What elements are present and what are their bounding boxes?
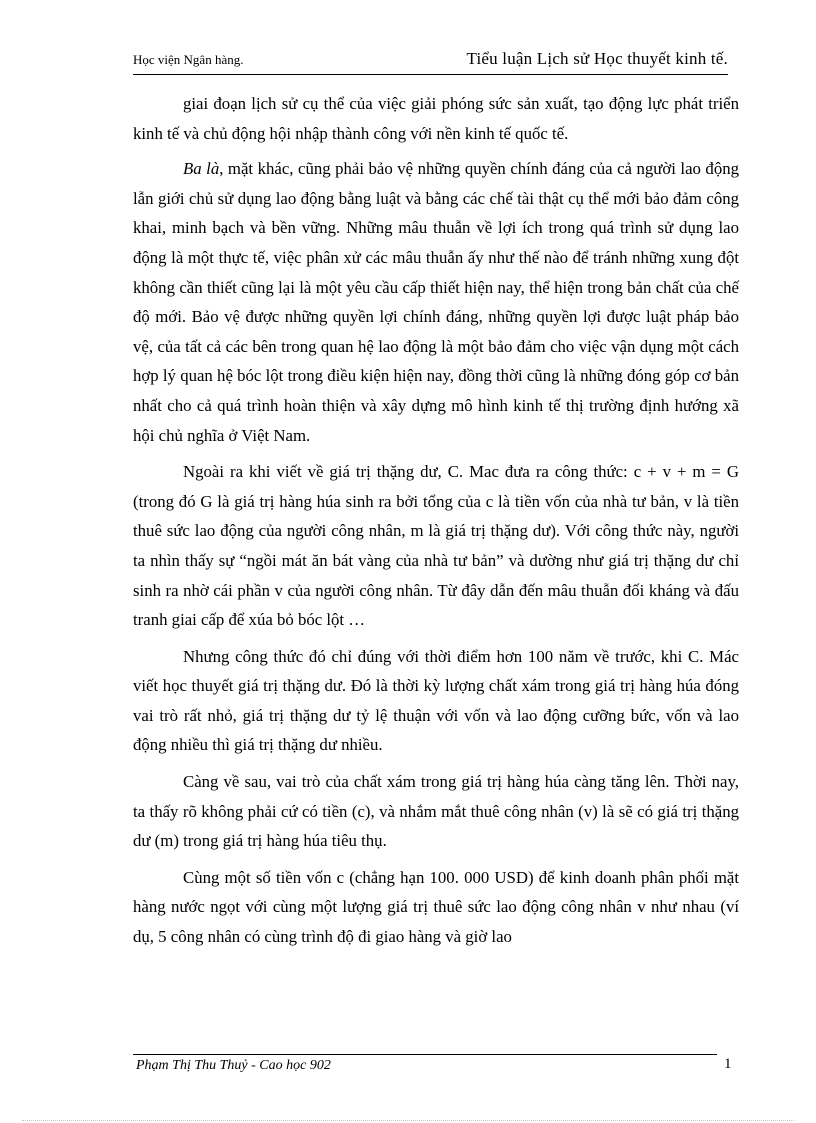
paragraph-lead-italic: Ba là xyxy=(183,159,220,179)
paragraph-ba-la xyxy=(133,154,739,450)
header-document-title: Tiểu luận Lịch sử Học thuyết kinh tế. xyxy=(466,49,728,68)
paragraph-ba-la-text: , mặt khác, cũng phải bảo vệ những quyền chính đáng của cả người lao động lẫn giới chủ sử dụng lao động bằng luật và bằng các chế tài thật cụ thể mới bảo đảm công khai, minh bạch và bền vững. Những mâu thuẫn về lợi ích trong quá trình sử dụng lao động là một thực tế, việc phân xử các mâu thuẫn ấy như thế nào để tránh những xung đột không cần thiết cũng lại là một yêu cầu cấp thiết hiện nay, thể hiện trong bản chất của chế độ mới. Bảo vệ được những quyền lợi chính đáng, những quyền lợi được luật pháp bảo vệ, của tất cả các bên trong quan hệ lao động là một bảo đảm cho việc vận dụng một cách hợp lý quan hệ bóc lột trong điều kiện hiện nay, đồng thời cũng là những đóng góp cơ bản nhất cho cả quá trình hoàn thiện và xây dựng mô hình kinh tế thị trường định hướng xã hội chủ nghĩa ở Việt Nam. xyxy=(133,159,739,445)
paragraph-formula-history: Nhưng công thức đó chỉ đúng với thời điểm hơn 100 năm về trước, khi C. Mác viết học thuyết giá trị thặng dư. Đó là thời kỳ lượng chất xám trong giá trị hàng húa đóng vai trò rất nhỏ, giá trị thặng dư tỷ lệ thuận với vốn và lao động cưỡng bức, vốn và lao động nhiều thì giá trị thặng dư nhiều. xyxy=(133,646,739,755)
page-number: 1 xyxy=(724,1056,732,1072)
document-body xyxy=(133,89,739,952)
paragraph-grey-matter: Càng về sau, vai trò của chất xám trong giá trị hàng húa càng tăng lên. Thời nay, ta thấy rõ không phải cứ có tiền (c), và nhắm mắt thuê công nhân (v) là sẽ có giá trị thặng dư (m) trong giá trị hàng húa tiêu thụ. xyxy=(133,772,739,851)
header-institution: Học viện Ngân hàng. xyxy=(133,52,244,67)
paragraph-continuation: giai đoạn lịch sử cụ thể của việc giải phóng sức sản xuất, tạo động lực phát triển kinh tế và chủ động hội nhập thành công với nền kinh tế quốc tế. xyxy=(133,94,739,143)
footer-author: Phạm Thị Thu Thuỷ - Cao học 902 xyxy=(136,1058,331,1073)
paragraph-formula: Ngoài ra khi viết về giá trị thặng dư, C. Mac đưa ra công thức: c + v + m = G (trong đó G là giá trị hàng húa sinh ra bởi tổng của c là tiền vốn của nhà tư bản, v là tiền thuê sức lao động của người công nhân, m là giá trị thặng dư). Với công thức này, người ta nhìn thấy sự “ngồi mát ăn bát vàng của nhà tư bản” và dường như giá trị thặng dư chỉ sinh ra nhờ cái phần v của người công nhân. Từ đây dẫn đến mâu thuẫn đối kháng và đấu tranh giai cấp để xúa bỏ bóc lột … xyxy=(133,462,739,630)
paragraph-example: Cùng một số tiền vốn c (chẳng hạn 100. 000 USD) để kinh doanh phân phối mặt hàng nước ngọt với cùng một lượng giá trị thuê sức lao động công nhân v như nhau (ví dụ, 5 công nhân có cùng trình độ đi giao hàng và giờ lao xyxy=(133,867,739,947)
footer-divider xyxy=(133,1054,717,1055)
page-bottom-edge xyxy=(22,1120,794,1121)
page-header xyxy=(133,48,728,75)
